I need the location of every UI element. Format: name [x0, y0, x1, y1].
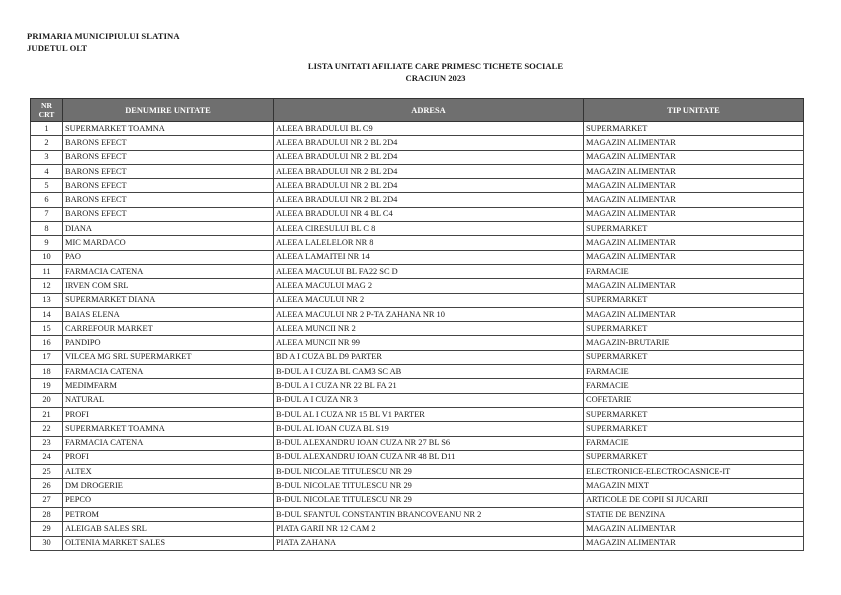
table-row [31, 522, 804, 536]
cell-address: B-DUL A I CUZA BL CAM3 SC AB [274, 365, 584, 379]
cell-unit-name: FARMACIA CATENA [63, 264, 274, 278]
cell-address: ALEEA MACULUI MAG 2 [274, 279, 584, 293]
column-header-type: TIP UNITATE [584, 99, 804, 122]
column-header-name: DENUMIRE UNITATE [63, 99, 274, 122]
cell-unit-type: MAGAZIN ALIMENTAR [584, 150, 804, 164]
table-row [31, 393, 804, 407]
cell-address: B-DUL ALEXANDRU IOAN CUZA NR 27 BL S6 [274, 436, 584, 450]
table-row [31, 279, 804, 293]
cell-unit-type: MAGAZIN ALIMENTAR [584, 522, 804, 536]
column-header-nr-line1: NR [41, 101, 52, 110]
cell-unit-type: MAGAZIN ALIMENTAR [584, 236, 804, 250]
cell-nr: 11 [31, 264, 63, 278]
cell-address: ALEEA MACULUI BL FA22 SC D [274, 264, 584, 278]
cell-unit-name: CARREFOUR MARKET [63, 322, 274, 336]
cell-nr: 15 [31, 322, 63, 336]
table-row [31, 465, 804, 479]
cell-unit-name: SUPERMARKET DIANA [63, 293, 274, 307]
cell-address: ALEEA BRADULUI NR 2 BL 2D4 [274, 193, 584, 207]
cell-address: B-DUL AL IOAN CUZA BL S19 [274, 422, 584, 436]
document-title [0, 60, 841, 84]
cell-address: ALEEA MUNCII NR 2 [274, 322, 584, 336]
cell-unit-name: OLTENIA MARKET SALES [63, 536, 274, 550]
cell-unit-name: MIC MARDACO [63, 236, 274, 250]
table-row [31, 536, 804, 550]
table-row [31, 336, 804, 350]
cell-address: B-DUL A I CUZA NR 22 BL FA 21 [274, 379, 584, 393]
cell-unit-name: PAO [63, 250, 274, 264]
cell-unit-type: MAGAZIN-BRUTARIE [584, 336, 804, 350]
cell-unit-name: BAIAS ELENA [63, 307, 274, 321]
cell-unit-type: SUPERMARKET [584, 422, 804, 436]
table-row [31, 436, 804, 450]
cell-unit-type: SUPERMARKET [584, 293, 804, 307]
cell-nr: 16 [31, 336, 63, 350]
cell-nr: 21 [31, 407, 63, 421]
cell-unit-name: BARONS EFECT [63, 179, 274, 193]
cell-address: ALEEA BRADULUI BL C9 [274, 122, 584, 136]
cell-unit-name: ALTEX [63, 465, 274, 479]
cell-unit-name: PROFI [63, 450, 274, 464]
cell-unit-type: MAGAZIN ALIMENTAR [584, 536, 804, 550]
cell-unit-type: SUPERMARKET [584, 322, 804, 336]
cell-unit-type: MAGAZIN ALIMENTAR [584, 179, 804, 193]
cell-unit-name: BARONS EFECT [63, 150, 274, 164]
cell-unit-type: FARMACIE [584, 365, 804, 379]
cell-address: B-DUL SFANTUL CONSTANTIN BRANCOVEANU NR 2 [274, 508, 584, 522]
table-row [31, 322, 804, 336]
cell-unit-name: PEPCO [63, 493, 274, 507]
cell-address: ALEEA LAMAITEI NR 14 [274, 250, 584, 264]
cell-unit-type: MAGAZIN ALIMENTAR [584, 193, 804, 207]
cell-unit-type: SUPERMARKET [584, 450, 804, 464]
cell-address: B-DUL NICOLAE TITULESCU NR 29 [274, 465, 584, 479]
table-row [31, 122, 804, 136]
cell-nr: 25 [31, 465, 63, 479]
table-body [31, 122, 804, 551]
table-row [31, 422, 804, 436]
cell-address: ALEEA BRADULUI NR 2 BL 2D4 [274, 136, 584, 150]
cell-unit-name: SUPERMARKET TOAMNA [63, 122, 274, 136]
cell-nr: 18 [31, 365, 63, 379]
cell-unit-type: ELECTRONICE-ELECTROCASNICE-IT [584, 465, 804, 479]
cell-nr: 27 [31, 493, 63, 507]
cell-unit-name: VILCEA MG SRL SUPERMARKET [63, 350, 274, 364]
cell-address: B-DUL NICOLAE TITULESCU NR 29 [274, 493, 584, 507]
cell-unit-name: MEDIMFARM [63, 379, 274, 393]
table-row [31, 508, 804, 522]
cell-address: ALEEA BRADULUI NR 4 BL C4 [274, 207, 584, 221]
cell-nr: 30 [31, 536, 63, 550]
cell-unit-type: MAGAZIN ALIMENTAR [584, 207, 804, 221]
cell-nr: 3 [31, 150, 63, 164]
table-row [31, 193, 804, 207]
cell-unit-type: SUPERMARKET [584, 407, 804, 421]
table-row [31, 150, 804, 164]
cell-unit-name: DIANA [63, 222, 274, 236]
cell-unit-type: SUPERMARKET [584, 350, 804, 364]
cell-unit-name: NATURAL [63, 393, 274, 407]
cell-unit-name: BARONS EFECT [63, 136, 274, 150]
cell-address: ALEEA MACULUI NR 2 [274, 293, 584, 307]
cell-address: ALEEA BRADULUI NR 2 BL 2D4 [274, 150, 584, 164]
cell-nr: 6 [31, 193, 63, 207]
cell-nr: 10 [31, 250, 63, 264]
cell-unit-name: PANDIPO [63, 336, 274, 350]
cell-unit-type: FARMACIE [584, 379, 804, 393]
cell-nr: 24 [31, 450, 63, 464]
cell-nr: 1 [31, 122, 63, 136]
cell-unit-type: MAGAZIN ALIMENTAR [584, 250, 804, 264]
cell-nr: 17 [31, 350, 63, 364]
table-row [31, 365, 804, 379]
cell-unit-name: BARONS EFECT [63, 193, 274, 207]
cell-address: B-DUL A I CUZA NR 3 [274, 393, 584, 407]
cell-nr: 29 [31, 522, 63, 536]
cell-nr: 23 [31, 436, 63, 450]
units-table [30, 98, 804, 551]
cell-unit-name: DM DROGERIE [63, 479, 274, 493]
document-header [27, 30, 180, 54]
cell-unit-name: BARONS EFECT [63, 207, 274, 221]
table-row [31, 379, 804, 393]
cell-address: BD A I CUZA BL D9 PARTER [274, 350, 584, 364]
cell-address: ALEEA CIRESULUI BL C 8 [274, 222, 584, 236]
cell-unit-type: FARMACIE [584, 436, 804, 450]
cell-nr: 28 [31, 508, 63, 522]
column-header-address: ADRESA [274, 99, 584, 122]
cell-unit-name: ALEIGAB SALES SRL [63, 522, 274, 536]
title-line-1: LISTA UNITATI AFILIATE CARE PRIMESC TICHETE SOCIALE [307, 61, 564, 71]
cell-unit-type: FARMACIE [584, 264, 804, 278]
cell-nr: 4 [31, 164, 63, 178]
cell-address: ALEEA MUNCII NR 99 [274, 336, 584, 350]
county-name: JUDETUL OLT [27, 43, 88, 53]
cell-nr: 9 [31, 236, 63, 250]
table-row [31, 307, 804, 321]
cell-nr: 20 [31, 393, 63, 407]
cell-unit-name: PROFI [63, 407, 274, 421]
table-row [31, 264, 804, 278]
table-header-row [31, 99, 804, 122]
cell-address: B-DUL ALEXANDRU IOAN CUZA NR 48 BL D11 [274, 450, 584, 464]
cell-address: ALEEA BRADULUI NR 2 BL 2D4 [274, 179, 584, 193]
cell-unit-type: MAGAZIN ALIMENTAR [584, 136, 804, 150]
cell-unit-type: MAGAZIN ALIMENTAR [584, 307, 804, 321]
cell-unit-name: BARONS EFECT [63, 164, 274, 178]
cell-unit-type: SUPERMARKET [584, 122, 804, 136]
cell-unit-name: FARMACIA CATENA [63, 436, 274, 450]
cell-unit-type: SUPERMARKET [584, 222, 804, 236]
column-header-nr-line2: CRT [38, 110, 55, 119]
cell-unit-name: PETROM [63, 508, 274, 522]
table-row [31, 164, 804, 178]
table-row [31, 250, 804, 264]
cell-nr: 12 [31, 279, 63, 293]
cell-nr: 26 [31, 479, 63, 493]
cell-address: ALEEA BRADULUI NR 2 BL 2D4 [274, 164, 584, 178]
column-header-nr [31, 99, 63, 122]
cell-nr: 14 [31, 307, 63, 321]
cell-unit-type: COFETARIE [584, 393, 804, 407]
table-row [31, 236, 804, 250]
table-row [31, 293, 804, 307]
cell-unit-type: MAGAZIN ALIMENTAR [584, 164, 804, 178]
cell-unit-name: FARMACIA CATENA [63, 365, 274, 379]
cell-unit-type: MAGAZIN MIXT [584, 479, 804, 493]
cell-unit-type: MAGAZIN ALIMENTAR [584, 279, 804, 293]
institution-name: PRIMARIA MUNICIPIULUI SLATINA [27, 31, 180, 41]
cell-unit-type: STATIE DE BENZINA [584, 508, 804, 522]
cell-nr: 5 [31, 179, 63, 193]
cell-nr: 13 [31, 293, 63, 307]
cell-unit-type: ARTICOLE DE COPII SI JUCARII [584, 493, 804, 507]
table-row [31, 407, 804, 421]
cell-nr: 22 [31, 422, 63, 436]
cell-address: B-DUL NICOLAE TITULESCU NR 29 [274, 479, 584, 493]
table-row [31, 350, 804, 364]
cell-nr: 19 [31, 379, 63, 393]
cell-address: ALEEA LALELELOR NR 8 [274, 236, 584, 250]
table-row [31, 136, 804, 150]
table-row [31, 450, 804, 464]
cell-address: B-DUL AL I CUZA NR 15 BL V1 PARTER [274, 407, 584, 421]
cell-nr: 8 [31, 222, 63, 236]
cell-unit-name: IRVEN COM SRL [63, 279, 274, 293]
table-row [31, 179, 804, 193]
table-row [31, 479, 804, 493]
cell-address: PIATA ZAHANA [274, 536, 584, 550]
title-line-2: CRACIUN 2023 [405, 73, 466, 83]
cell-unit-name: SUPERMARKET TOAMNA [63, 422, 274, 436]
table-row [31, 207, 804, 221]
table-row [31, 222, 804, 236]
cell-address: ALEEA MACULUI NR 2 P-TA ZAHANA NR 10 [274, 307, 584, 321]
cell-nr: 7 [31, 207, 63, 221]
cell-nr: 2 [31, 136, 63, 150]
cell-address: PIATA GARII NR 12 CAM 2 [274, 522, 584, 536]
table-row [31, 493, 804, 507]
